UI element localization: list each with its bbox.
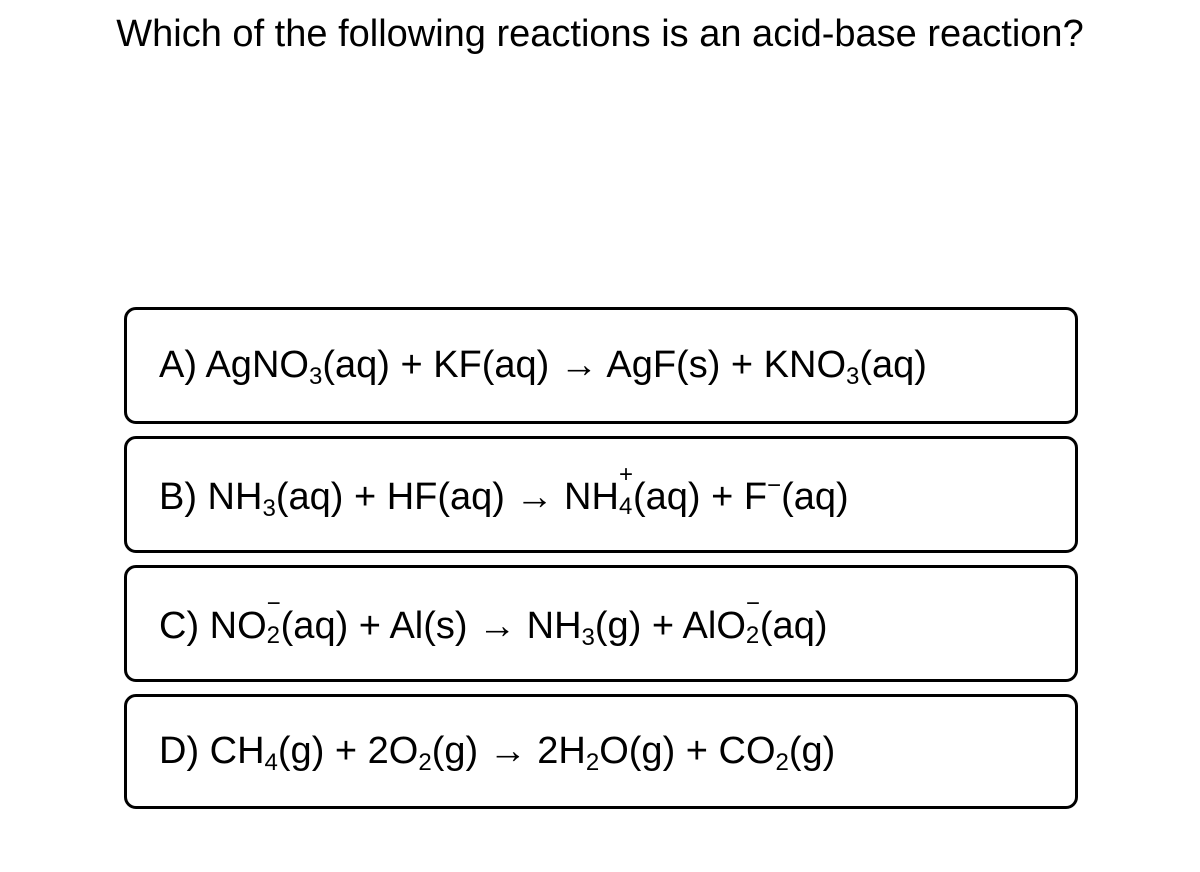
option-b-text: B) $NH_3(aq) + HF(aq)$ → NH + 4 (aq) + F−(aq) [159, 460, 849, 522]
option-c-text: C) NO − 2 $(aq) + Al(s) \to NH_3(g)$ + AlO − 2 (aq) [159, 589, 828, 651]
option-b[interactable] [124, 436, 1078, 553]
option-d-text: D) $CH_4(g) + 2O_2(g) \to 2H_2O(g) + CO_2(g)$ [159, 730, 836, 776]
answer-options [124, 307, 1078, 821]
option-a-text: A) AgNO$_3$(aq) + $KF(aq) \to AgF(s) + KNO_3(aq)$ [159, 344, 927, 390]
option-c[interactable] [124, 565, 1078, 682]
option-d[interactable] [124, 694, 1078, 809]
question-text: Which of the following reactions is an acid-base reaction? [116, 13, 1084, 55]
option-a[interactable] [124, 307, 1078, 424]
